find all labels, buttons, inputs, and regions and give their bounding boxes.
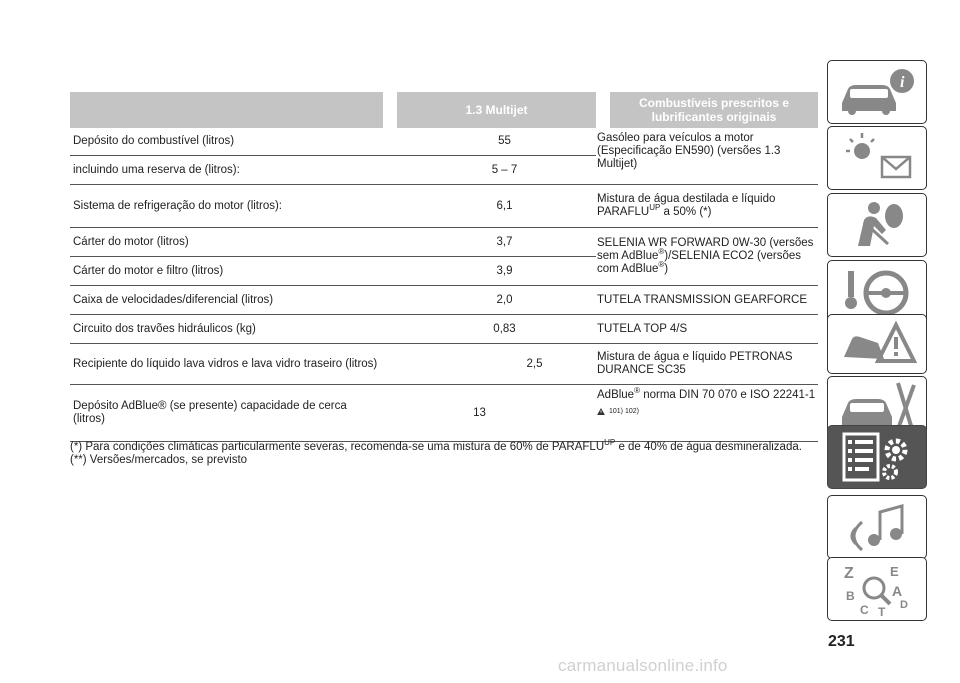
table-header	[70, 92, 818, 128]
fuel-tank-label: Depósito do combustível (litros)	[73, 135, 235, 147]
adblue-label: Depósito AdBlue® (se presente) capacidade de cerca (litros)	[73, 400, 347, 425]
cooling-label: Sistema de refrigeração do motor (litros):	[73, 199, 282, 212]
washer-label: Recipiente do líquido lava vidros e lava vidro traseiro (litros)	[73, 357, 378, 370]
fuel-reserve-label: incluindo uma reserva de (litros):	[73, 163, 240, 176]
tab-technical-data[interactable]	[827, 425, 927, 489]
tab-safety[interactable]	[827, 193, 927, 257]
svg-text:D: D	[900, 599, 908, 611]
adblue-value: 13	[473, 406, 486, 419]
crankcase-filter-value: 3,9	[496, 264, 513, 277]
footnote-2: (**) Versões/mercados, se previsto	[70, 453, 248, 466]
warning-icon	[597, 408, 605, 415]
tab-index[interactable]	[827, 557, 927, 621]
table-row-washer	[70, 344, 818, 385]
table-row-brakes	[70, 315, 818, 344]
svg-text:B: B	[846, 589, 855, 603]
gearbox-label: Caixa de velocidades/diferencial (litros)	[73, 293, 274, 306]
tab-dashboard[interactable]	[827, 126, 927, 190]
tab-car-info[interactable]	[827, 60, 927, 124]
brakes-value: 0,83	[493, 322, 516, 335]
specs-table	[70, 92, 818, 442]
svg-text:C: C	[860, 603, 869, 617]
table-row-gearbox	[70, 286, 818, 315]
tab-emergency[interactable]	[827, 314, 927, 374]
gearbox-spec: TUTELA TRANSMISSION GEARFORCE	[597, 293, 808, 306]
crankcase-label: Cárter do motor (litros)	[73, 235, 189, 248]
svg-text:A: A	[892, 583, 903, 599]
svg-text:Z: Z	[844, 565, 854, 582]
crankcase-filter-label: Cárter do motor e filtro (litros)	[73, 264, 224, 277]
crankcase-value: 3,7	[496, 235, 513, 248]
car-info-icon	[834, 63, 920, 121]
airbag-seat-icon	[834, 196, 920, 254]
cooling-spec: Mistura de água destilada e líquido $PARAFLU^{UP}$ a 50% (*)	[597, 193, 776, 218]
emergency-car-icon	[834, 315, 920, 373]
brakes-label: Circuito dos travões hidráulicos (kg)	[73, 322, 256, 335]
page-number: 231	[828, 633, 855, 650]
table-row-adblue	[70, 385, 818, 442]
footnote-1: (*) Para condições climáticas particularmente severas, recomenda-se uma mistura de 60% de $PARAFLU^{UP}$ e de 40% de água desmineralizada.	[70, 438, 802, 453]
header-lubricants: Combustíveis prescritos e lubrificantes originais	[610, 92, 818, 128]
svg-text:i: i	[900, 74, 905, 91]
dashboard-lights-icon	[834, 129, 920, 187]
table-row-fuel	[70, 128, 818, 185]
oil-spec: SELENIA WR FORWARD 0W-30 (versões sem AdBlue®)/SELENIA ECO2 (versões com AdBlue®)	[597, 237, 814, 275]
header-engine: 1.3 Multijet	[397, 92, 596, 128]
adblue-spec: AdBlue® norma DIN 70 070 e ISO 22241-1 101) 102)	[596, 385, 818, 441]
washer-value: 2,5	[526, 357, 543, 370]
gearbox-value: 2,0	[496, 293, 513, 306]
table-row-cooling	[70, 185, 818, 228]
svg-text:T: T	[878, 605, 886, 618]
fuel-spec: Gasóleo para veículos a motor (Especificação EN590) (versões 1.3 Multijet)	[597, 132, 781, 170]
fuel-reserve-value: 5 – 7	[491, 163, 518, 176]
multimedia-icon	[834, 498, 920, 556]
footnotes	[70, 438, 810, 466]
washer-spec: Mistura de água e líquido PETRONAS DURANCE SC35	[597, 351, 793, 376]
fuel-tank-value: 55	[498, 135, 511, 147]
svg-text:E: E	[890, 564, 899, 579]
index-icon	[834, 560, 920, 618]
steering-wheel-key-icon	[834, 263, 920, 321]
watermark: carmanualsonline.info	[558, 656, 728, 675]
cooling-value: 6,1	[496, 199, 513, 212]
header-blank-cell	[70, 92, 383, 128]
technical-data-icon	[834, 428, 920, 486]
brakes-spec: TUTELA TOP 4/S	[597, 322, 688, 335]
table-row-crankcase	[70, 228, 818, 286]
adblue-refs: 101) 102)	[609, 408, 639, 415]
tab-multimedia[interactable]	[827, 495, 927, 559]
